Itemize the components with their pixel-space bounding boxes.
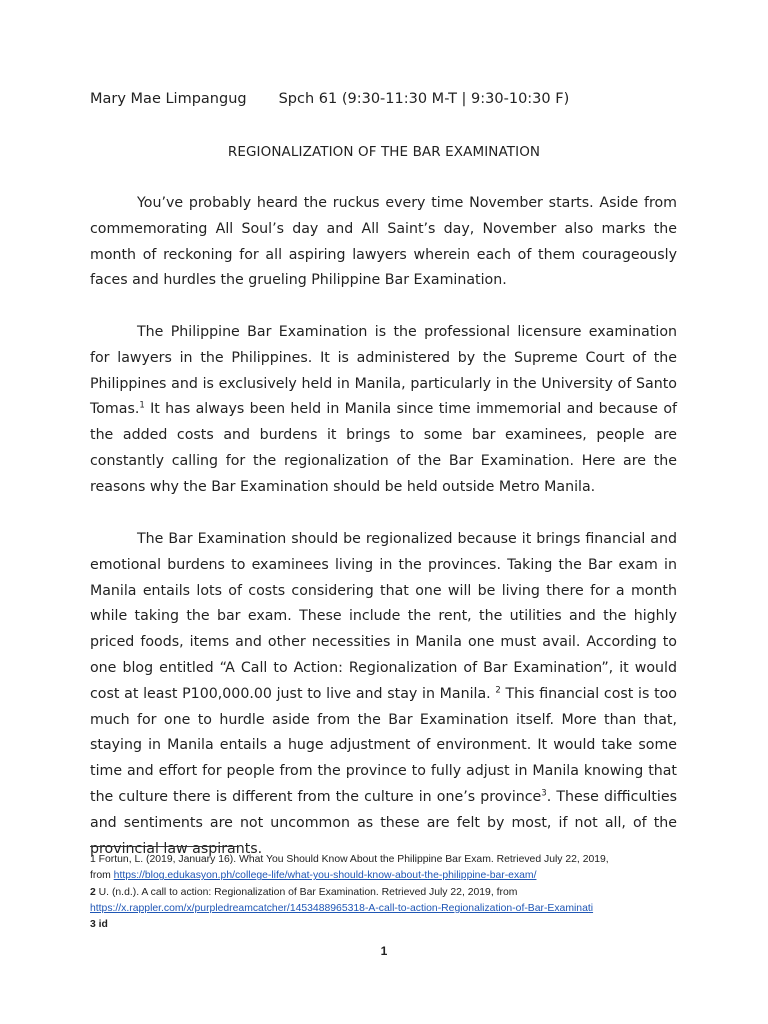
document-title: REGIONALIZATION OF THE BAR EXAMINATION bbox=[227, 144, 541, 160]
paragraph-3 bbox=[90, 527, 677, 862]
author-name: Mary Mae Limpangug bbox=[90, 91, 247, 107]
paragraph-1 bbox=[90, 191, 677, 294]
footnote-1-text: 1 Fortun, L. (2019, January 16). What You Should Know About the Philippine Bar Exam. Retrieved July 22, 2019, bbox=[90, 854, 609, 865]
page-number: 1 bbox=[380, 944, 388, 958]
footnote-1-from: from bbox=[90, 870, 114, 882]
header-line bbox=[90, 91, 569, 107]
footnotes bbox=[90, 852, 690, 933]
paragraph-2-text-b: It has always been held in Manila since time immemorial and because of the added costs and burdens it brings to some bar examinees, people are constantly calling for the regionalization of the Bar Examination. Here are the reasons why the Bar Examination should be held outside Metro Manila. bbox=[90, 401, 677, 495]
footnote-2-number: 2 bbox=[90, 886, 96, 898]
footnote-1-line-2 bbox=[90, 868, 690, 884]
footnote-3-line bbox=[90, 917, 690, 933]
footnote-1-line-1 bbox=[90, 852, 690, 868]
paragraph-2 bbox=[90, 320, 677, 501]
footnote-ref-2[interactable]: 2 bbox=[495, 685, 501, 696]
footnote-3-text: 3 id bbox=[90, 919, 108, 931]
footnote-2-text: U. (n.d.). A call to action: Regionalization of Bar Examination. Retrieved July 22, 2019, from bbox=[95, 886, 518, 898]
paragraph-3-text-a: The Bar Examination should be regionalized because it brings financial and emotional burdens to examinees living in the provinces. Taking the Bar exam in Manila entails lots of costs considering that one will be living there for a month while taking the bar exam. These include the rent, the utilities and the highly priced foods, items and other necessities in Manila one must avail. According to one blog entitled “A Call to Action: Regionalization of Bar Examination”, it would cost at least P100,000.00 just to live and stay in Manila. bbox=[90, 531, 677, 702]
footnote-separator bbox=[90, 846, 238, 847]
footnote-2-line-2 bbox=[90, 901, 690, 917]
footnote-1-link[interactable]: https://blog.edukasyon.ph/college-life/what-you-should-know-about-the-philippine-bar-exam/ bbox=[113, 870, 537, 882]
course-info: Spch 61 (9:30-11:30 M-T | 9:30-10:30 F) bbox=[278, 91, 570, 107]
footnote-2-line-1 bbox=[90, 885, 690, 901]
paragraph-3-text-b: This financial cost is too much for one to hurdle aside from the Bar Examination itself. More than that, staying in Manila entails a huge adjustment of environment. It would take some time and effort for people from the province to fully adjust in Manila knowing that the culture there is different from the culture in one’s province bbox=[90, 685, 677, 805]
footnote-2-link[interactable]: https://x.rappler.com/x/purpledreamcatcher/1453488965318-A-call-to-action-Regionalization-of-Bar-Examinati bbox=[90, 902, 594, 914]
footnote-ref-3[interactable]: 3 bbox=[541, 788, 547, 799]
paragraph-3-text-c: . These difficulties and sentiments are not uncommon as these are felt by most, if not all, of the provincial law aspirants. bbox=[90, 788, 677, 857]
footnote-ref-1[interactable]: 1 bbox=[139, 400, 145, 411]
paragraph-1-text: You’ve probably heard the ruckus every time November starts. Aside from commemorating All Soul’s day and All Saint’s day, November also marks the month of reckoning for all aspiring lawyers wherein each of them courageously faces and hurdles the grueling Philippine Bar Examination. bbox=[90, 195, 677, 289]
paragraph-2-text-a: The Philippine Bar Examination is the professional licensure examination for lawyers in the Philippines. It is administered by the Supreme Court of the Philippines and is exclusively held in Manila, particularly in the University of Santo Tomas. bbox=[90, 324, 677, 418]
